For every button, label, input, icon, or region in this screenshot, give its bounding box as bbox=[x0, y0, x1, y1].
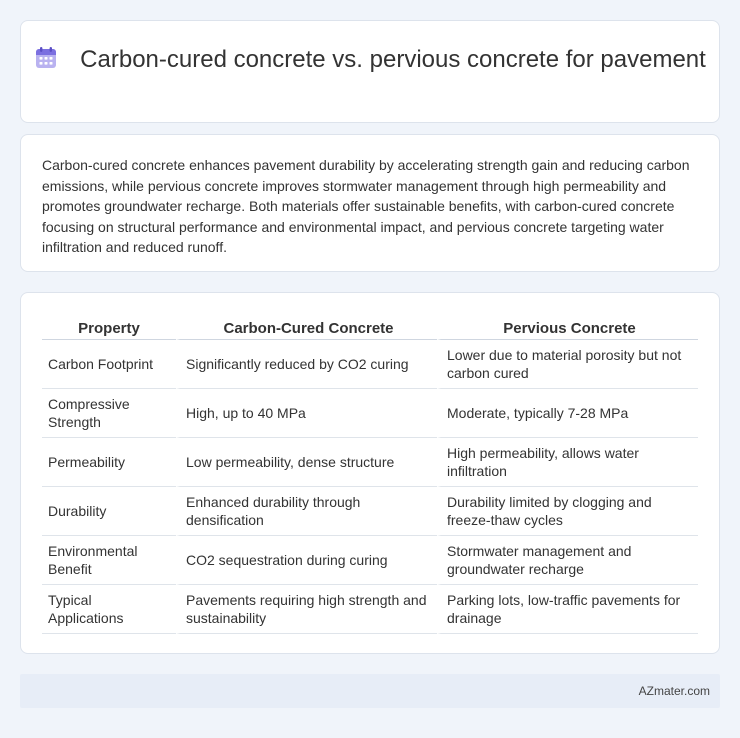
header-carbon-cured: Carbon-Cured Concrete bbox=[176, 317, 437, 340]
comparison-table-card bbox=[20, 292, 720, 654]
footer-brand: AZmater.com bbox=[638, 684, 710, 698]
page-title: Carbon-cured concrete vs. pervious concrete for pavement bbox=[80, 46, 706, 73]
table-row bbox=[42, 340, 698, 389]
header-pervious: Pervious Concrete bbox=[437, 317, 698, 340]
carbon-cured-cell: High, up to 40 MPa bbox=[176, 389, 437, 438]
header-property: Property bbox=[42, 317, 176, 340]
carbon-cured-cell: Pavements requiring high strength and sustainability bbox=[176, 585, 437, 634]
summary-card bbox=[20, 134, 720, 272]
table-row bbox=[42, 536, 698, 585]
table-row bbox=[42, 585, 698, 634]
property-cell: Compressive Strength bbox=[42, 389, 176, 438]
carbon-cured-cell: Enhanced durability through densification bbox=[176, 487, 437, 536]
footer-bar bbox=[20, 674, 720, 708]
table-row bbox=[42, 487, 698, 536]
pervious-cell: Parking lots, low-traffic pavements for drainage bbox=[437, 585, 698, 634]
pervious-cell: High permeability, allows water infiltration bbox=[437, 438, 698, 487]
property-cell: Durability bbox=[42, 487, 176, 536]
pervious-cell: Lower due to material porosity but not carbon cured bbox=[437, 340, 698, 389]
property-cell: Carbon Footprint bbox=[42, 340, 176, 389]
pervious-cell: Stormwater management and groundwater recharge bbox=[437, 536, 698, 585]
carbon-cured-cell: CO2 sequestration during curing bbox=[176, 536, 437, 585]
calendar-icon bbox=[34, 46, 58, 70]
table-row bbox=[42, 389, 698, 438]
carbon-cured-cell: Low permeability, dense structure bbox=[176, 438, 437, 487]
property-cell: Environmental Benefit bbox=[42, 536, 176, 585]
carbon-cured-cell: Significantly reduced by CO2 curing bbox=[176, 340, 437, 389]
summary-text: Carbon-cured concrete enhances pavement durability by accelerating strength gain and reducing carbon emissions, while pervious concrete improves stormwater management through high permeability and promotes groundwater recharge. Both materials offer sustainable benefits, with carbon-cured concrete focusing on structural performance and environmental impact, and pervious concrete targeting water infiltration and reduced runoff. bbox=[42, 157, 690, 255]
pervious-cell: Durability limited by clogging and freeze-thaw cycles bbox=[437, 487, 698, 536]
property-cell: Permeability bbox=[42, 438, 176, 487]
property-cell: Typical Applications bbox=[42, 585, 176, 634]
pervious-cell: Moderate, typically 7-28 MPa bbox=[437, 389, 698, 438]
table-row bbox=[42, 438, 698, 487]
page-title-block bbox=[21, 45, 719, 74]
title-card bbox=[20, 20, 720, 123]
comparison-table bbox=[42, 317, 698, 634]
table-header-row bbox=[42, 317, 698, 340]
